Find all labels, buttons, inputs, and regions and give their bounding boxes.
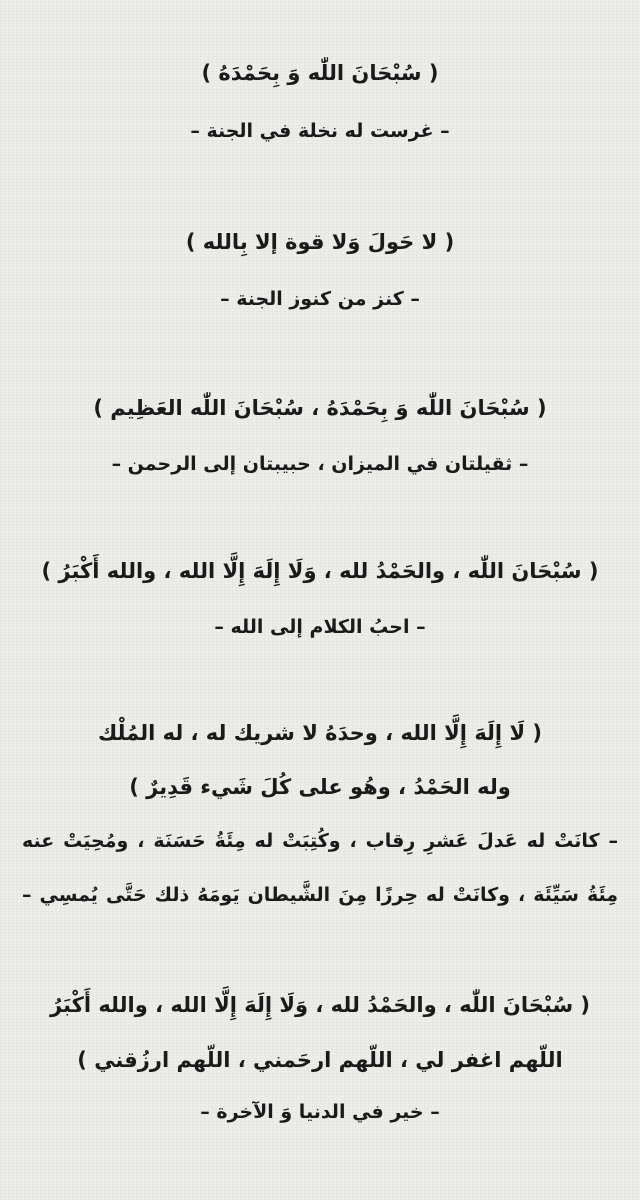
virtue-line: – غرست له نخلة في الجنة – [190,120,450,142]
dhikr-line: وله الحَمْدُ ، وهُو على كُلَ شَيء قَدِيرٌ ) [129,775,511,799]
dhikr-line: ( سُبْحَانَ اللّٰه وَ بِحَمْدَهُ ) [201,61,439,85]
virtue-line: – كنز من كنوز الجنة – [220,288,420,310]
dhikr-line: ( سُبْحَانَ اللّٰه ، والحَمْدُ لله ، وَلَا إِلَهَ إِلَّا الله ، والله أَكْبَرُ [49,993,591,1017]
virtue-line: مِئَةُ سَيِّئَة ، وكانَتْ له حِرزًا مِنَ الشَّيطان يَومَهُ ذلك حَتَّى يُمسِي – [22,884,618,906]
virtue-line: – ثقيلتان في الميزان ، حبيبتان إلى الرحمن – [111,453,529,475]
dhikr-line: ( سُبْحَانَ اللّٰه ، والحَمْدُ لله ، وَلَا إِلَهَ إِلَّا الله ، والله أَكْبَرُ ) [41,559,599,583]
dhikr-line: ( سُبْحَانَ اللّٰه وَ بِحَمْدَهُ ، سُبْحَانَ اللّٰه العَظِيم ) [93,396,547,420]
dhikr-line: ( لَا إِلَهَ إِلَّا الله ، وحدَهُ لا شريك له ، له المُلْك [97,721,542,745]
dhikr-line: اللّهم اغفر لي ، اللّهم ارحَمني ، اللّهم ارزُقني ) [77,1048,563,1072]
virtue-line: – كانَتْ له عَدلَ عَشرِ رِقاب ، وكُتِبَتْ له مِئَةُ حَسَنَة ، ومُحِيَتْ عنه [22,830,618,852]
virtue-line: – احبُ الكلام إلى الله – [214,616,426,638]
virtue-line: – خير في الدنيا وَ الآخرة – [200,1101,440,1123]
dhikr-line: ( لا حَولَ وَلا قوة إلا بِالله ) [185,230,455,254]
